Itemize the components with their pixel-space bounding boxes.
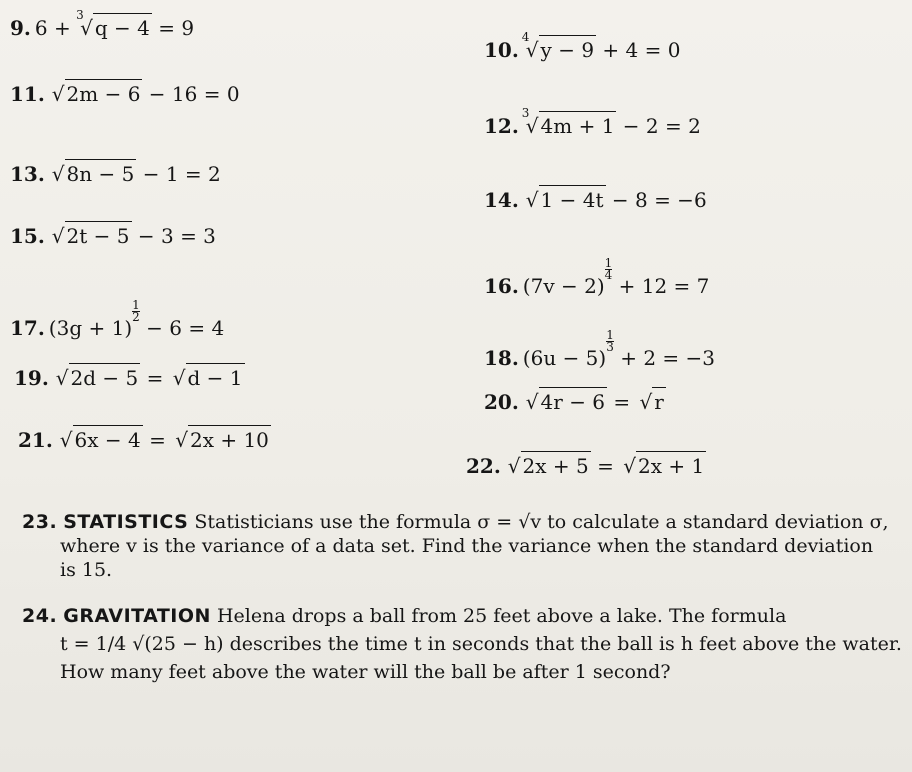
problem-24: 24. GRAVITATION Helena drops a ball from 25 feet above a lake. The formula t = 1/4 √(25 − h) describes the time t in seconds that the ball is h feet above the water. How many feet above the water will the ball be after 1 second? bbox=[22, 605, 902, 683]
problem-18: 18. (6u − 5) $\frac{1}{3}$ + 2 = −3 bbox=[484, 328, 716, 370]
problem-12: 12. 3 √ 4m + 1 − 2 = 2 bbox=[484, 106, 701, 138]
problem-13: 13. √ 8n − 5 − 1 = 2 bbox=[10, 164, 221, 184]
problem-14: 14. √ 1 − 4t − 8 = −6 bbox=[484, 190, 707, 210]
problem-23: 23. STATISTICS Statisticians use the formula σ = √v to calculate a standard deviation σ, where v is the variance of a data set. Find the variance when the standard deviation is 15. bbox=[22, 511, 889, 581]
problem-10: 10. 4 √ y − 9 + 4 = 0 bbox=[484, 30, 681, 62]
problem-9: 9. 6 + 3 √ q − 4 = 9 bbox=[10, 8, 195, 40]
problem-22: 22. √ 2x + 5 = √ 2x + 1 bbox=[466, 456, 706, 476]
problem-17: 17. (3g + 1) $\frac{1}{2}$ − 6 = 4 bbox=[10, 298, 225, 340]
problem-15: 15. √ 2t − 5 − 3 = 3 bbox=[10, 226, 216, 246]
problem-16: 16. (7v − 2) $\frac{1}{4}$ + 12 = 7 bbox=[484, 256, 710, 298]
problem-20: 20. √ 4r − 6 = √ r bbox=[484, 392, 666, 412]
problem-11: 11. √ 2m − 6 − 16 = 0 bbox=[10, 84, 240, 104]
problem-21: 21. √ 6x − 4 = √ 2x + 10 bbox=[18, 430, 271, 450]
problem-19: 19. √ 2d − 5 = √ d − 1 bbox=[14, 368, 245, 388]
